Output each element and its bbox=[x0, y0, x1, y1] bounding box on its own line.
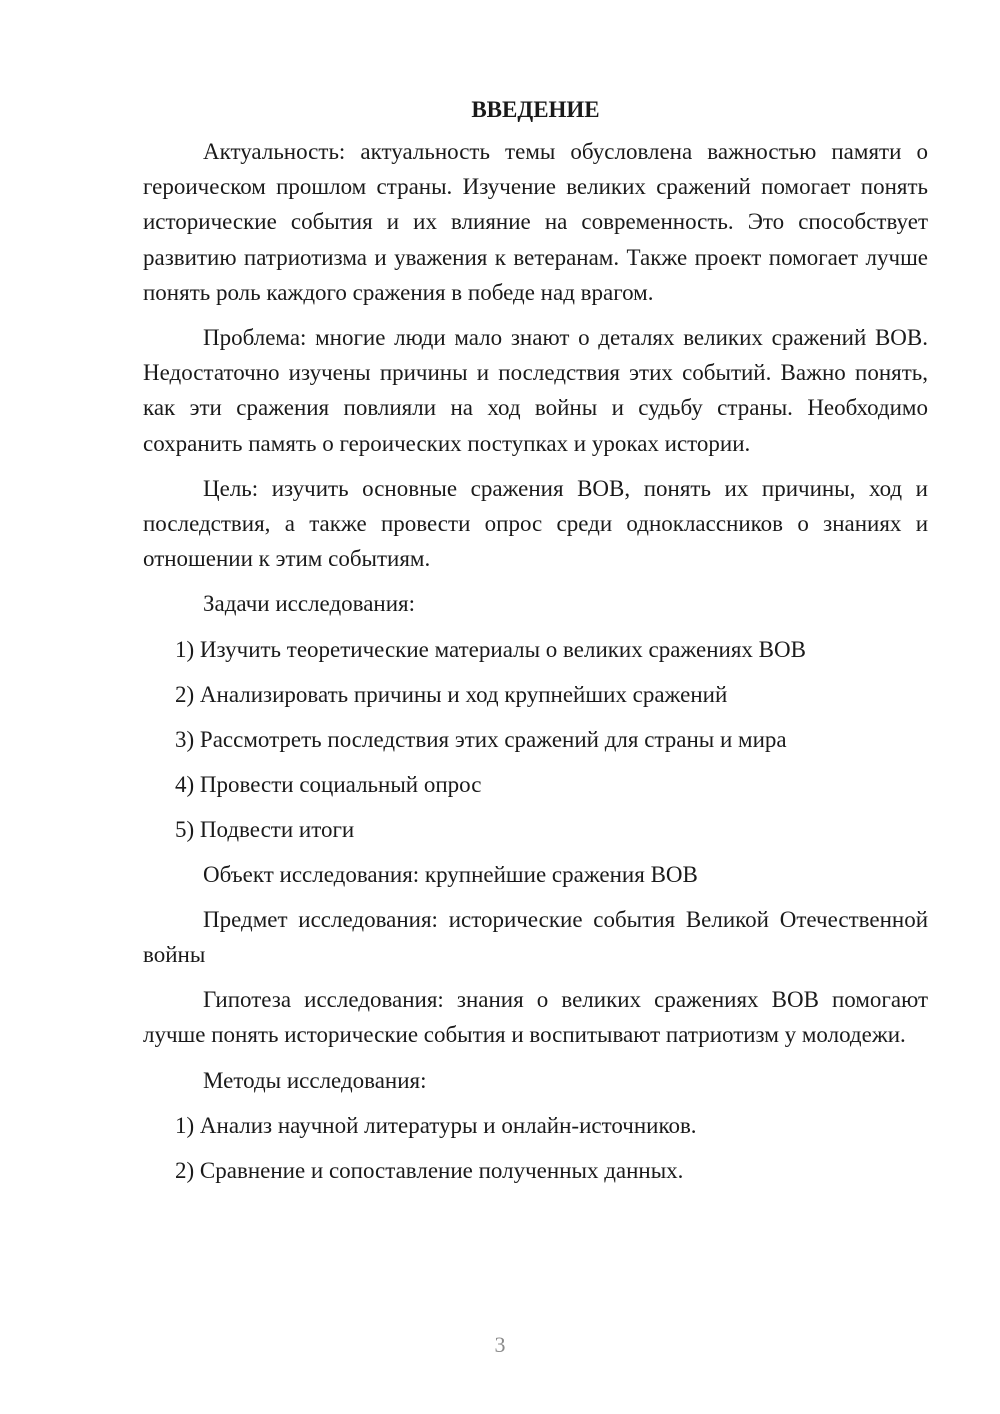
relevance-paragraph: Актуальность: актуальность темы обусловлена важностью памяти о героическом прошлом страны. Изучение великих сражений помогает понять исторические события и их влияние на современность. Это способствует развитию патриотизма и уважения к ветеранам. Также проект помогает лучше понять роль каждого сражения в победе над врагом. bbox=[143, 139, 928, 305]
tasks-heading: Задачи исследования: bbox=[203, 591, 416, 617]
task-item: 3) Рассмотреть последствия этих сражений для страны и мира bbox=[175, 726, 787, 752]
task-item: 4) Провести социальный опрос bbox=[175, 771, 482, 797]
object-paragraph: Объект исследования: крупнейшие сражения ВОВ bbox=[203, 861, 698, 887]
task-item: 1) Изучить теоретические материалы о великих сражениях ВОВ bbox=[175, 636, 806, 662]
method-item: 2) Сравнение и сопоставление полученных данных. bbox=[175, 1157, 684, 1183]
task-item: 5) Подвести итоги bbox=[175, 816, 355, 842]
page-number: 3 bbox=[494, 1332, 506, 1357]
problem-paragraph: Проблема: многие люди мало знают о деталях великих сражений ВОВ. Недостаточно изучены причины и последствия этих событий. Важно понять, как эти сражения повлияли на ход войны и судьбу страны. Необходимо сохранить память о героических поступках и уроках истории. bbox=[143, 325, 928, 456]
document-body bbox=[143, 92, 928, 1198]
subject-paragraph: Предмет исследования: исторические события Великой Отечественной войны bbox=[143, 906, 928, 968]
methods-heading: Методы исследования: bbox=[203, 1067, 427, 1093]
section-title: ВВЕДЕНИЕ bbox=[471, 97, 600, 122]
goal-paragraph: Цель: изучить основные сражения ВОВ, понять их причины, ход и последствия, а также провести опрос среди одноклассников о знаниях и отношении к этим событиям. bbox=[143, 475, 928, 572]
hypothesis-paragraph: Гипотеза исследования: знания о великих сражениях ВОВ помогают лучше понять исторические события и воспитывают патриотизм у молодежи. bbox=[143, 987, 928, 1048]
method-item: 1) Анализ научной литературы и онлайн-источников. bbox=[175, 1112, 697, 1138]
methods-list bbox=[143, 1108, 928, 1188]
task-item: 2) Анализировать причины и ход крупнейших сражений bbox=[175, 681, 728, 707]
tasks-list bbox=[143, 632, 928, 847]
